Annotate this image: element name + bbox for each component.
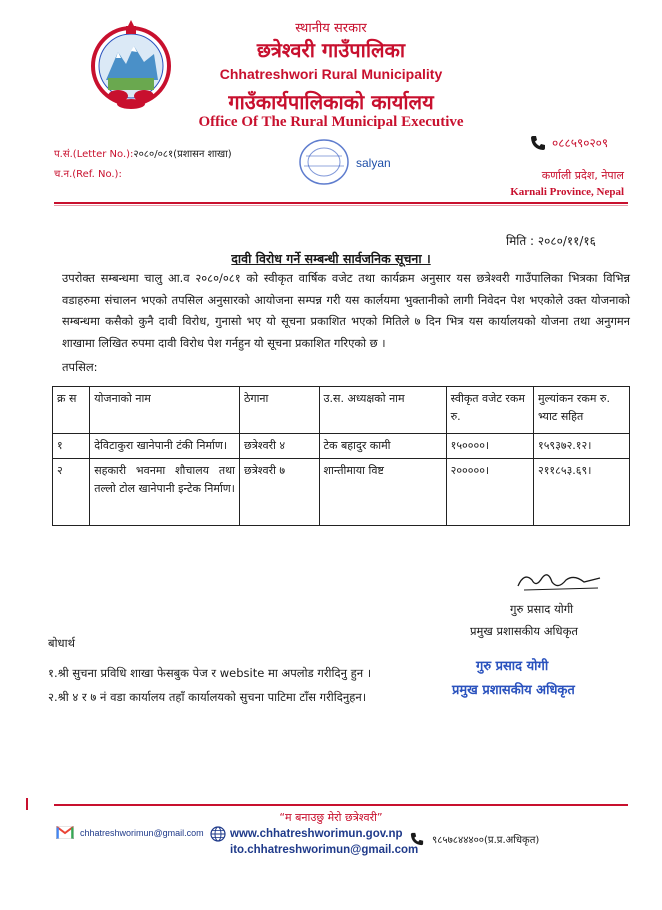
footer-website-text: www.chhatreshworimun.gov.np: [230, 828, 403, 840]
footer-email: [56, 826, 204, 839]
cc-item: २.श्री ४ र ७ नं वडा कार्यालय तहाँ कार्यालयको सुचना पाटिमा टाँस गरीदिनुहन।: [48, 690, 367, 704]
table-row: [53, 459, 630, 526]
cell-address: छत्रेश्वरी ७: [240, 459, 320, 526]
cell-project-name: सहकारी भवनमा शौचालय तथा तल्लो टोल खानेपानी इन्टेक निर्माण।: [90, 459, 240, 526]
signer-name: गुरु प्रसाद योगी: [510, 602, 574, 616]
notice-body: उपरोक्त सम्बन्धमा चालु आ.व २०८०/०८१ को स्वीकृत वार्षिक वजेट तथा कार्यक्रम अनुसार यस छत्रेश्वरी गाउँपालिका भित्रका विभिन्न वडाहरुमा संचालन भएको तपसिल अनुसारको आयोजना सम्पन्न गरी यस कार्लयमा भुक्तानीको लागी निवेदन पेश भएकोले उक्त योजनाको सम्बन्धमा कसैको कुनै दावी विरोध, गुनासो भए यो सूचना प्रकाशित भएको मितिले ७ दिन भित्र यस कार्यालयको योजना तथा अनुगमन शाखामा लिखित रुपमा दावी विरोध पेश गर्नहुन यो सूचना प्रकाशित गरिएको छ ।: [62, 271, 630, 350]
stamp-place-text: salyan: [356, 156, 391, 170]
header-address: ठेगाना: [240, 387, 320, 434]
table-row: [53, 434, 630, 459]
notice-subject: दावी विरोध गर्ने सम्बन्धी सार्वजनिक सूचना ।: [231, 251, 431, 266]
cell-project-name: देविटाकुरा खानेपानी टंकी निर्माण।: [90, 434, 240, 459]
signature-stamp-title: प्रमुख प्रशासकीय अधिकृत: [452, 683, 575, 698]
projects-table: [52, 386, 630, 526]
office-phone: [530, 134, 608, 151]
province-np: कर्णाली प्रदेश, नेपाल: [541, 169, 624, 182]
footer-phone: [410, 832, 539, 846]
header-divider-thin: [54, 205, 628, 206]
header-divider: [54, 202, 628, 204]
table-header-row: [53, 387, 630, 434]
cell-address: छत्रेश्वरी ४: [240, 434, 320, 459]
header-office-en: Office Of The Rural Municipal Executive: [198, 114, 464, 130]
header-chairperson: उ.स. अध्यक्षको नाम: [319, 387, 446, 434]
letter-number-label: प.सं.(Letter No.):: [54, 149, 134, 160]
footer-slogan: “म बनाउछु मेरो छत्रेश्वरी”: [279, 811, 383, 824]
gmail-icon: [56, 826, 74, 839]
province-en: Karnali Province, Nepal: [510, 186, 624, 198]
globe-icon: [210, 826, 226, 842]
footer-website: [210, 826, 403, 842]
header-approved-budget: स्वीकृत वजेट रकम रु.: [446, 387, 533, 434]
cc-item: १.श्री सुचना प्रविधि शाखा फेसबुक पेज र website मा अपलोड गरीदिनु हुन ।: [48, 666, 372, 680]
cell-evaluated-amount: १५९३७२.१२।: [533, 434, 629, 459]
cell-approved-budget: १५००००।: [446, 434, 533, 459]
header-office-np: गाउँकार्यपालिकाको कार्यालय: [228, 90, 434, 114]
signature-stamp-name: गुरु प्रसाद योगी: [476, 659, 549, 674]
header-evaluated-amount: मुल्यांकन रकम रु. भ्याट सहित: [533, 387, 629, 434]
header-project-name: योजनाको नाम: [90, 387, 240, 434]
header-municipality-en: Chhatreshwori Rural Municipality: [219, 66, 443, 82]
header-municipality-np: छत्रेश्वरी गाउँपालिका: [256, 38, 406, 62]
signer-title: प्रमुख प्रशासकीय अधिकृत: [470, 624, 578, 638]
cell-chairperson: शान्तीमाया विष्ट: [319, 459, 446, 526]
cell-chairperson: टेक बहादुर कामी: [319, 434, 446, 459]
reference-number-label: च.न.(Ref. No.):: [54, 169, 122, 180]
margin-mark: [26, 798, 28, 810]
office-phone-number: ०८८५९०२०९: [552, 136, 609, 150]
cell-evaluated-amount: २११८५३.६९।: [533, 459, 629, 526]
footer-email-text: chhatreshworimun@gmail.com: [80, 827, 204, 838]
footer-divider: [54, 804, 628, 806]
phone-icon: [530, 135, 546, 151]
header-local-government: स्थानीय सरकार: [295, 21, 367, 36]
cell-serial: १: [53, 434, 90, 459]
cell-approved-budget: २०००००।: [446, 459, 533, 526]
notice-date: मिति : २०८०/११/१६: [506, 234, 596, 248]
letter-number-value: २०८०/०८१(प्रशासन शाखा): [133, 149, 232, 160]
reference-number: [54, 166, 122, 180]
cell-serial: २: [53, 459, 90, 526]
footer-email-it: ito.chhatreshworimun@gmail.com: [230, 844, 419, 856]
letter-number: [54, 146, 232, 160]
footer-phone-number: ९८५७८४४४००(प्र.प्र.अधिकृत): [432, 835, 540, 846]
signature-icon: [514, 566, 604, 596]
cc-heading: बोधार्थ: [48, 636, 75, 650]
details-label: तपसिल:: [62, 360, 98, 374]
phone-icon: [410, 832, 424, 846]
header-serial: क्र स: [53, 387, 90, 434]
